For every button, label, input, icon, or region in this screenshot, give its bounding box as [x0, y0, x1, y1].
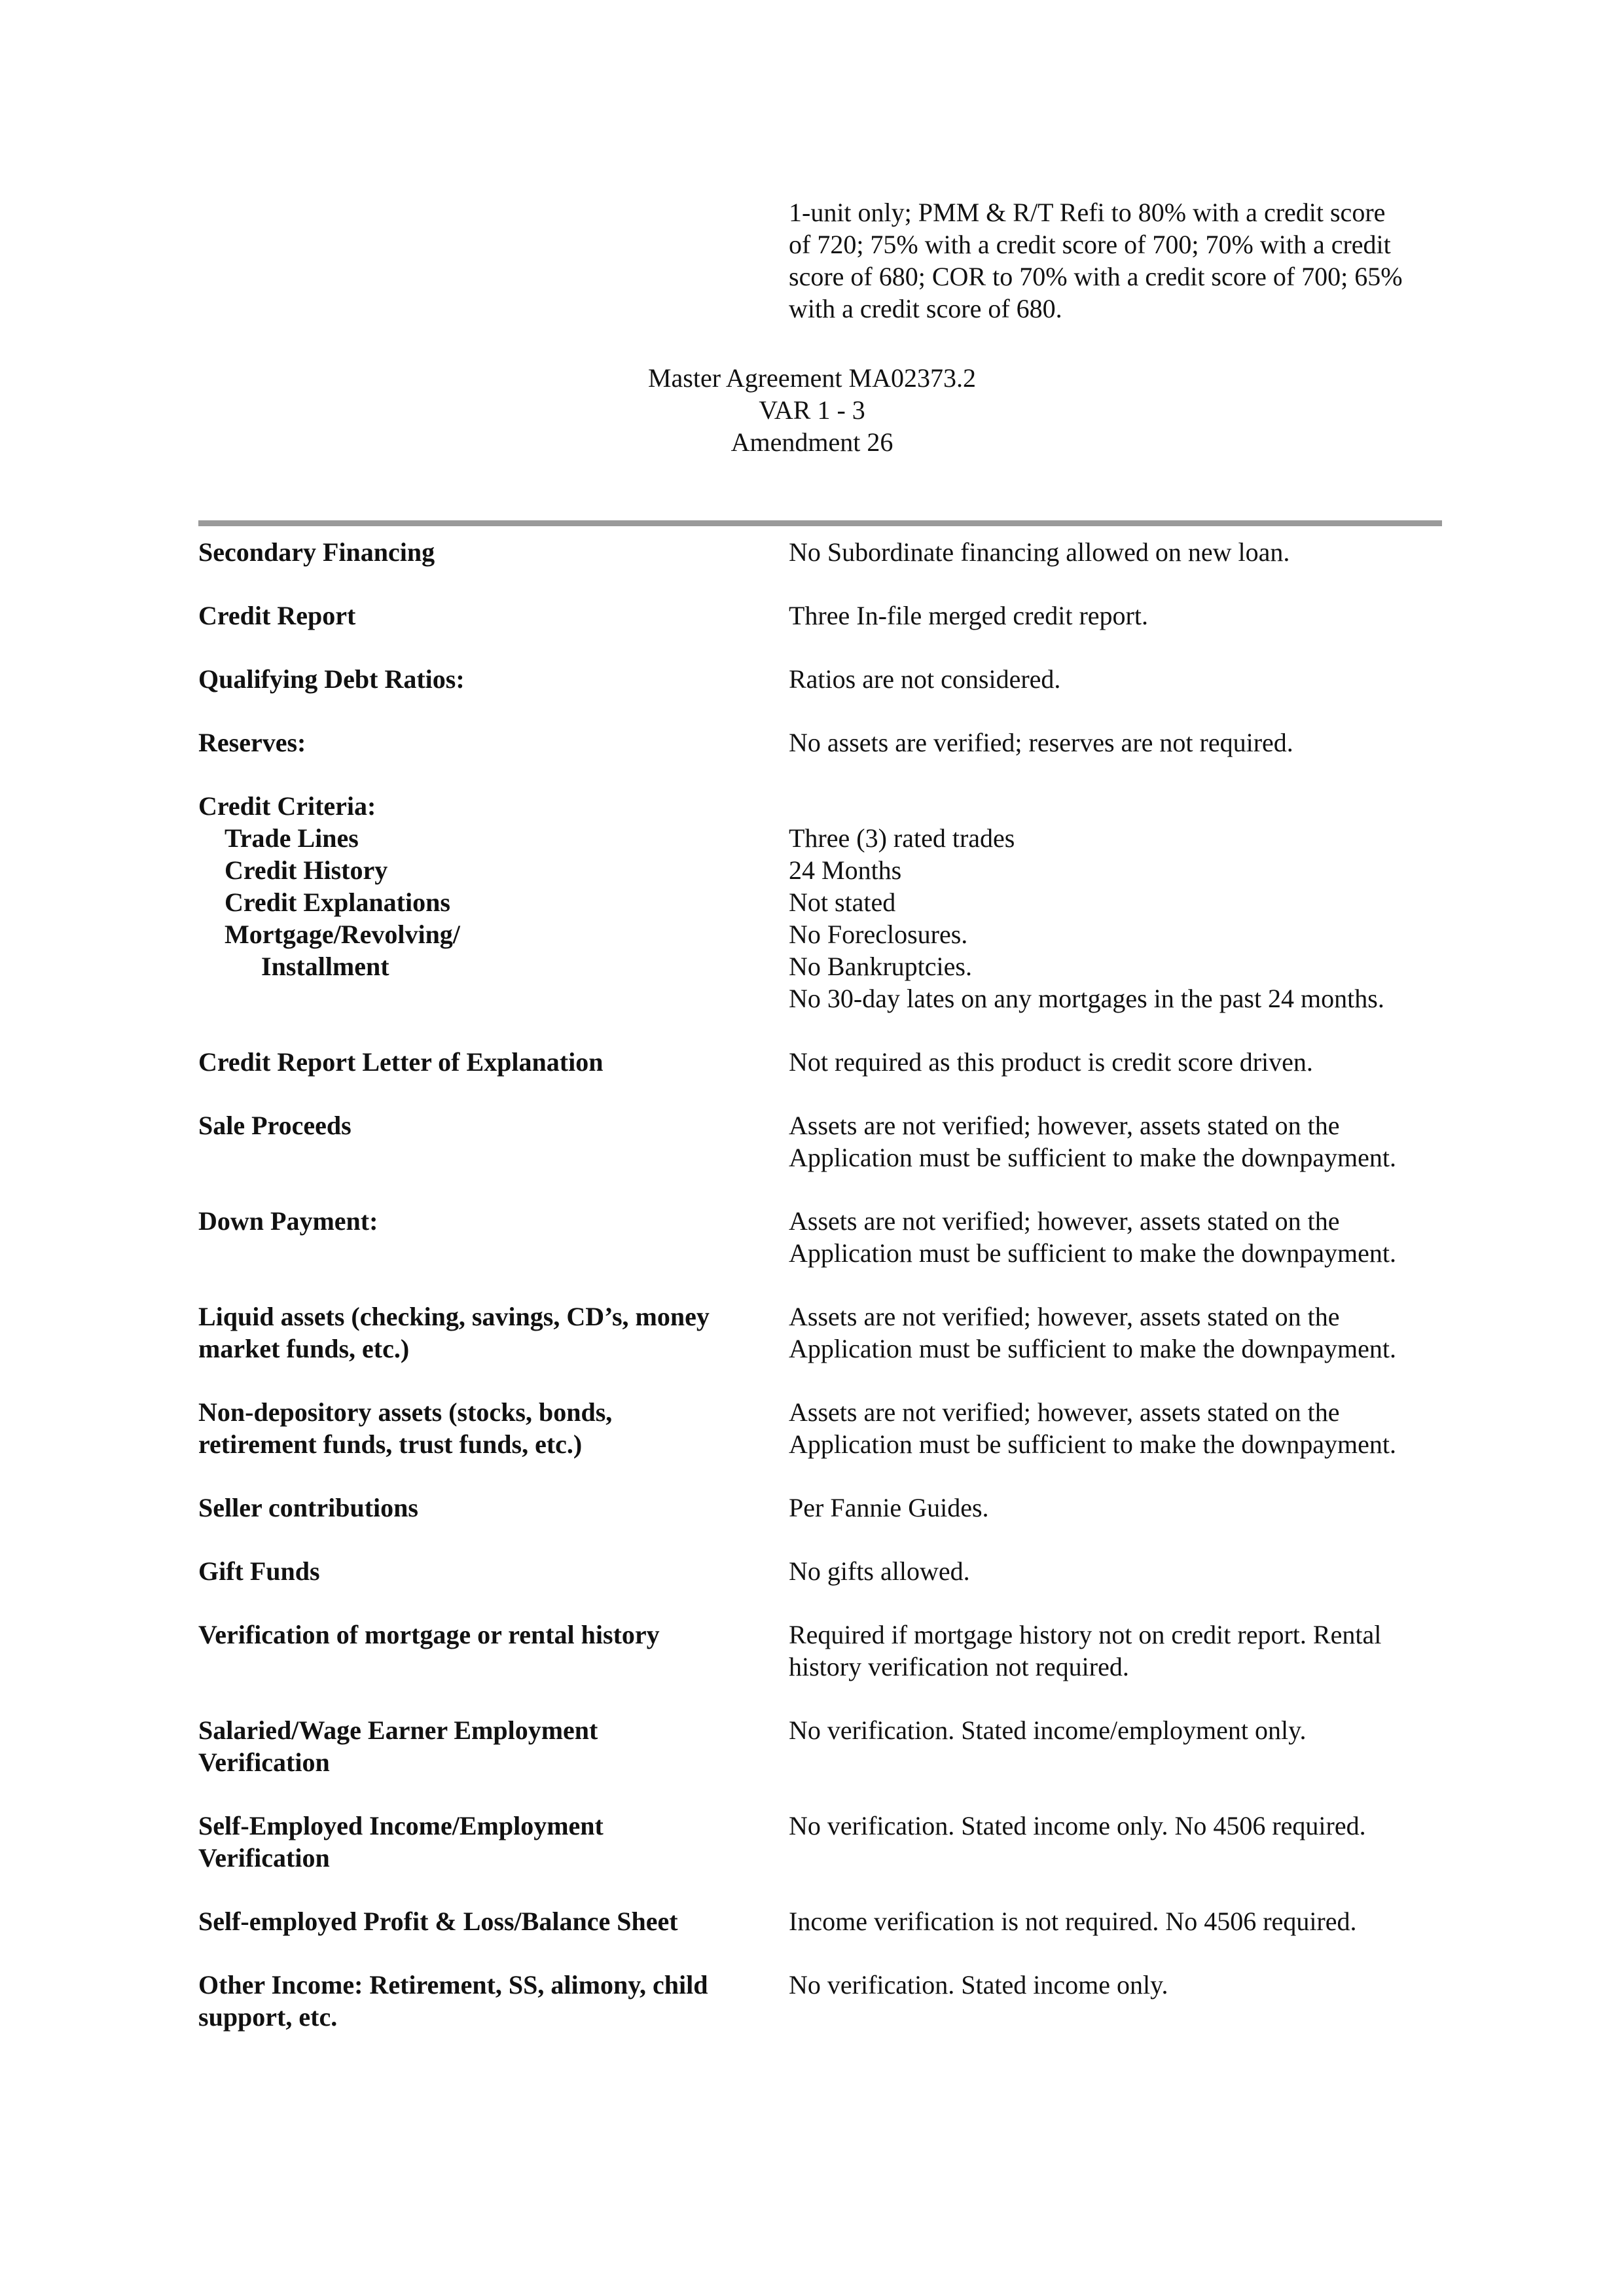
value-trade-lines: Three (3) rated trades: [789, 823, 1015, 853]
value-line: No verification. Stated income only.: [789, 1970, 1168, 2000]
value-line: Income verification is not required. No 4506 required.: [789, 1907, 1357, 1936]
row-label: [198, 1619, 789, 1683]
value-line: Per Fannie Guides.: [789, 1493, 989, 1522]
label-line: Verification of mortgage or rental history: [198, 1620, 660, 1649]
row-value: [789, 726, 1442, 759]
label-line: Self-employed Profit & Loss/Balance Sheet: [198, 1907, 678, 1936]
value-line: Assets are not verified; however, assets stated on the: [789, 1206, 1340, 1236]
label-line: Non-depository assets (stocks, bonds,: [198, 1397, 613, 1427]
row-label: [198, 1492, 789, 1524]
row-label: [198, 1905, 789, 1937]
row-down-payment: [198, 1205, 1442, 1269]
label-line: Liquid assets (checking, savings, CD’s, money: [198, 1302, 710, 1331]
label-line: retirement funds, trust funds, etc.): [198, 1429, 583, 1459]
row-label: [198, 663, 789, 695]
label-line: Self-Employed Income/Employment: [198, 1811, 604, 1840]
value-line: Not required as this product is credit score driven.: [789, 1047, 1313, 1077]
row-label: [198, 1205, 789, 1269]
criteria-table: [198, 536, 1442, 2064]
value-credit-explanations: Not stated: [789, 888, 896, 917]
row-non-depository-assets: [198, 1396, 1442, 1460]
row-sale-proceeds: [198, 1109, 1442, 1174]
row-value: [789, 1109, 1442, 1174]
label-line: Qualifying Debt Ratios:: [198, 664, 465, 694]
row-verification-mortgage-rental: [198, 1619, 1442, 1683]
row-label: [198, 1555, 789, 1587]
row-label: [198, 536, 789, 568]
label-line: market funds, etc.): [198, 1334, 410, 1363]
label-line: Verification: [198, 1843, 330, 1873]
row-label: [198, 1300, 789, 1365]
value-line: Application must be sufficient to make the downpayment.: [789, 1334, 1396, 1363]
label-line: Sale Proceeds: [198, 1111, 352, 1140]
value-line: No gifts allowed.: [789, 1556, 970, 1586]
value-line: No verification. Stated income/employment only.: [789, 1715, 1307, 1745]
row-value: [789, 1396, 1442, 1460]
row-value: [789, 1046, 1442, 1078]
value-foreclosures: No Foreclosures.: [789, 920, 968, 949]
label-line: Credit Report Letter of Explanation: [198, 1047, 604, 1077]
row-value: [789, 790, 1442, 1014]
row-label: [198, 1046, 789, 1078]
value-line: Application must be sufficient to make the downpayment.: [789, 1238, 1396, 1268]
row-label: [198, 1969, 789, 2033]
row-label: [198, 1714, 789, 1778]
top-note-line: 1-unit only; PMM & R/T Refi to 80% with a credit score: [789, 198, 1386, 227]
value-line: Assets are not verified; however, assets stated on the: [789, 1111, 1340, 1140]
top-note-line: score of 680; COR to 70% with a credit score of 700; 65%: [789, 262, 1403, 291]
row-label: [198, 726, 789, 759]
row-value: [789, 1969, 1442, 2033]
value-spacer: [789, 790, 1442, 822]
label-line: Credit Criteria:: [198, 791, 376, 821]
row-liquid-assets: [198, 1300, 1442, 1365]
label-line: Reserves:: [198, 728, 306, 757]
top-note-line: with a credit score of 680.: [789, 294, 1062, 323]
row-secondary-financing: [198, 536, 1442, 568]
row-label: [198, 1396, 789, 1460]
label-line: Verification: [198, 1748, 330, 1777]
agreement-number: Master Agreement MA02373.2: [647, 363, 976, 393]
sublabel-trade-lines: Trade Lines: [225, 823, 359, 853]
variance-number: VAR 1 - 3: [759, 395, 865, 425]
row-value: [789, 663, 1442, 695]
row-qualifying-debt-ratios: [198, 663, 1442, 695]
label-line: Gift Funds: [198, 1556, 320, 1586]
row-value: [789, 600, 1442, 632]
label-line: Seller contributions: [198, 1493, 418, 1522]
row-value: [789, 1619, 1442, 1683]
value-line: Three In-file merged credit report.: [789, 601, 1148, 630]
section-divider: [198, 520, 1442, 526]
value-lates: No 30-day lates on any mortgages in the past 24 months.: [789, 984, 1384, 1013]
row-value: [789, 1492, 1442, 1524]
value-line: Assets are not verified; however, assets stated on the: [789, 1397, 1340, 1427]
value-line: No verification. Stated income only. No 4506 required.: [789, 1811, 1366, 1840]
row-reserves: [198, 726, 1442, 759]
row-credit-report: [198, 600, 1442, 632]
sublabel-mortgage-revolving: Mortgage/Revolving/: [225, 920, 460, 949]
value-credit-history: 24 Months: [789, 855, 902, 885]
value-line: Application must be sufficient to make the downpayment.: [789, 1143, 1396, 1172]
row-value: [789, 1205, 1442, 1269]
label-line: Down Payment:: [198, 1206, 378, 1236]
label-line: Secondary Financing: [198, 537, 435, 567]
label-line: Salaried/Wage Earner Employment: [198, 1715, 598, 1745]
row-value: [789, 1555, 1442, 1587]
amendment-number: Amendment 26: [731, 427, 893, 457]
row-value: [789, 1300, 1442, 1365]
top-note-line: of 720; 75% with a credit score of 700; 70% with a credit: [789, 230, 1391, 259]
row-label: [198, 1810, 789, 1874]
value-line: Required if mortgage history not on credit report. Rental: [789, 1620, 1382, 1649]
document-header: [0, 362, 1624, 458]
sublabel-credit-explanations: Credit Explanations: [225, 888, 450, 917]
value-line: Ratios are not considered.: [789, 664, 1061, 694]
row-seller-contributions: [198, 1492, 1442, 1524]
label-line: Other Income: Retirement, SS, alimony, child: [198, 1970, 708, 2000]
row-value: [789, 1714, 1442, 1778]
top-note: [789, 196, 1443, 325]
value-line: Assets are not verified; however, assets stated on the: [789, 1302, 1340, 1331]
row-label: [198, 600, 789, 632]
row-gift-funds: [198, 1555, 1442, 1587]
sublabel-credit-history: Credit History: [225, 855, 388, 885]
row-label: [198, 790, 789, 1014]
sublabel-installment: Installment: [261, 952, 389, 981]
row-value: [789, 536, 1442, 568]
value-line: history verification not required.: [789, 1652, 1129, 1681]
value-line: No Subordinate financing allowed on new loan.: [789, 537, 1290, 567]
row-value: [789, 1905, 1442, 1937]
value-line: No assets are verified; reserves are not required.: [789, 728, 1293, 757]
value-line: Application must be sufficient to make the downpayment.: [789, 1429, 1396, 1459]
row-other-income: [198, 1969, 1442, 2033]
row-self-employed-pl: [198, 1905, 1442, 1937]
row-salaried-employment-verification: [198, 1714, 1442, 1778]
row-value: [789, 1810, 1442, 1874]
label-line: Credit Report: [198, 601, 356, 630]
row-credit-report-loe: [198, 1046, 1442, 1078]
label-line: support, etc.: [198, 2002, 338, 2032]
value-bankruptcies: No Bankruptcies.: [789, 952, 972, 981]
row-self-employed-verification: [198, 1810, 1442, 1874]
row-label: [198, 1109, 789, 1174]
row-credit-criteria: [198, 790, 1442, 1014]
